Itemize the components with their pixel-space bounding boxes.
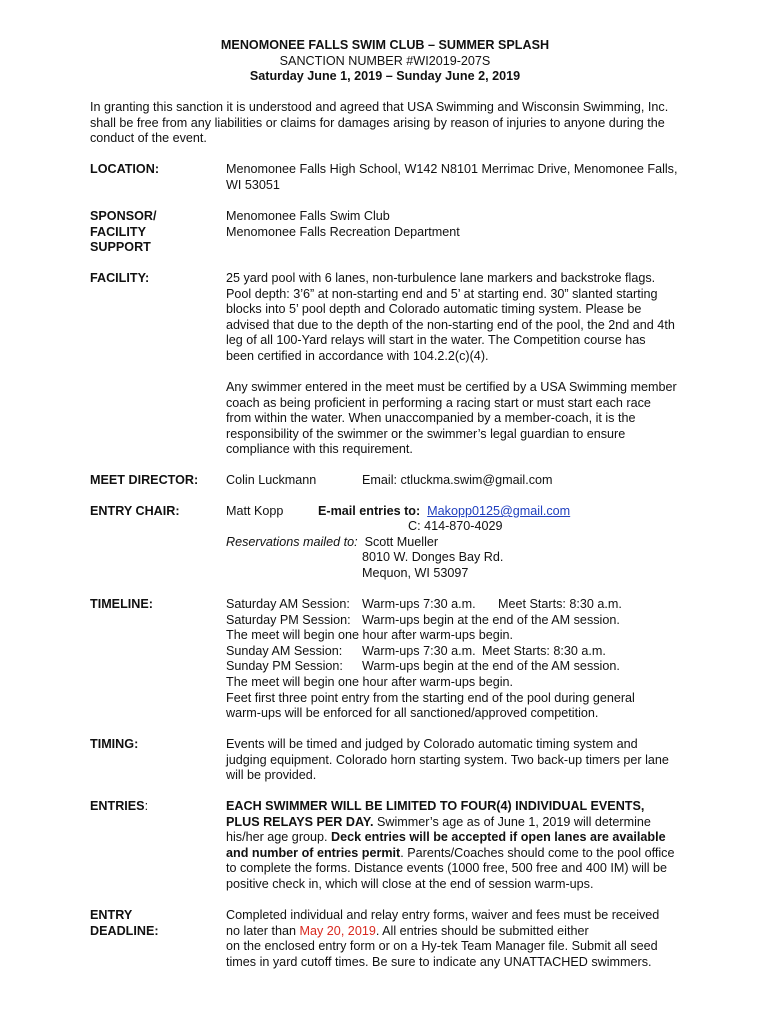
timing-label: TIMING: xyxy=(90,737,139,751)
intro-line: conduct of the event. xyxy=(90,131,207,146)
location-line: Menomonee Falls High School, W142 N8101 Merrimac Drive, Menomonee Falls, xyxy=(226,162,678,176)
deadline-body xyxy=(226,908,686,970)
address-street: 8010 W. Donges Bay Rd. xyxy=(362,550,504,564)
intro-paragraph xyxy=(90,100,690,147)
entry-email-label: E-mail entries to: xyxy=(318,504,421,518)
entries-label xyxy=(90,799,220,815)
entry-chair-label: ENTRY CHAIR: xyxy=(90,504,180,518)
timeline-feet-first: Feet first three point entry from the starting end of the pool during general xyxy=(226,690,635,705)
deadline-label xyxy=(90,908,220,939)
meet-director-name: Colin Luckmann xyxy=(226,473,317,487)
entries-line: to complete the forms. Distance events (1000 free, 500 free and 400 IM) will be xyxy=(226,861,668,876)
facility-line: 25 yard pool with 6 lanes, non-turbulence lane markers and backstroke flags. xyxy=(226,271,656,285)
entries-line xyxy=(226,830,686,846)
location-value xyxy=(226,162,686,193)
facility-paragraph-1 xyxy=(226,271,686,365)
entries-label-text: ENTRIES xyxy=(90,799,145,813)
facility-label: FACILITY: xyxy=(90,271,150,285)
intro-line: shall be free from any liabilities or claims for damages arising by reason of injuries to anyone during the xyxy=(90,115,665,130)
meet-director-label: MEET DIRECTOR: xyxy=(90,473,199,487)
entries-text: Swimmer’s age as of June 1, 2019 will determine xyxy=(373,814,651,829)
entry-email-link[interactable]: Makopp0125@gmail.com xyxy=(427,504,571,518)
entry-chair-cell: C: 414-870-4029 xyxy=(408,519,503,533)
entries-bold: Deck entries will be accepted if open lanes are available xyxy=(331,830,666,845)
reservations-label: Reservations mailed to: xyxy=(226,535,358,549)
entry-email-row xyxy=(318,504,678,520)
reservations-row xyxy=(226,535,686,551)
sponsor-label-line: FACILITY xyxy=(90,224,146,239)
intro-line: In granting this sanction it is understood and agreed that USA Swimming and Wisconsin Swimming, Inc. xyxy=(90,100,669,114)
entries-label-colon: : xyxy=(144,799,149,813)
deadline-label-line: DEADLINE: xyxy=(90,923,159,938)
entries-line xyxy=(226,815,686,831)
start-time: Meet Starts: 8:30 a.m. xyxy=(482,643,606,658)
entries-bold: and number of entries permit xyxy=(226,845,401,860)
entries-body xyxy=(226,799,686,893)
warmup-time: Warm-ups 7:30 a.m. xyxy=(362,597,476,611)
address-city: Mequon, WI 53097 xyxy=(362,566,469,580)
session-name: Sunday PM Session: xyxy=(226,659,343,674)
facility-paragraph-2 xyxy=(226,380,686,458)
meet-director-email: Email: ctluckma.swim@gmail.com xyxy=(362,473,553,487)
warmup-time: Warm-ups begin at the end of the AM session. xyxy=(362,659,620,674)
facility-line: blocks into 5’ pool depth and Colorado automatic timing system. Please be xyxy=(226,302,642,317)
sponsor-label xyxy=(90,209,220,256)
deadline-text: no later than xyxy=(226,923,300,938)
location-line: WI 53051 xyxy=(226,177,280,192)
sponsor-line: Menomonee Falls Swim Club xyxy=(226,209,390,223)
facility-line: been certified in accordance with 104.2.2(c)(4). xyxy=(226,348,489,363)
timing-line: will be provided. xyxy=(226,768,317,783)
deadline-label-line: ENTRY xyxy=(90,908,133,922)
timeline-feet-first: warm-ups will be enforced for all sanctioned/approved competition. xyxy=(226,706,599,721)
facility-line: leg of all 100-Yard relays will start in the water. The Competition course has xyxy=(226,333,646,348)
location-label: LOCATION: xyxy=(90,162,160,176)
entries-line: positive check in, which will close at the end of session warm-ups. xyxy=(226,876,594,891)
start-time: Meet Starts: 8:30 a.m. xyxy=(498,597,622,611)
sponsor-label-line: SPONSOR/ xyxy=(90,209,157,223)
timeline-sat-pm xyxy=(226,613,686,629)
facility-line: from within the water. When unaccompanied by a member-coach, it is the xyxy=(226,411,636,426)
timing-body xyxy=(226,737,686,784)
deadline-line: times in yard cutoff times. Be sure to indicate any UNATTACHED swimmers. xyxy=(226,954,652,969)
entries-text: his/her age group. xyxy=(226,830,332,845)
timeline-note: The meet will begin one hour after warm-ups begin. xyxy=(226,628,514,643)
sponsor-line: Menomonee Falls Recreation Department xyxy=(226,224,460,239)
deadline-line: on the enclosed entry form or on a Hy-tek Team Manager file. Submit all seed xyxy=(226,939,658,954)
warmup-time: Warm-ups begin at the end of the AM session. xyxy=(362,612,620,627)
facility-line: Pool depth: 3’6” at non-starting end and 5’ at starting end. 30” slanted starting xyxy=(226,286,658,301)
facility-line: coach as being proficient in performing a racing start or must start each race xyxy=(226,395,651,410)
entries-line: EACH SWIMMER WILL BE LIMITED TO FOUR(4) INDIVIDUAL EVENTS, xyxy=(226,799,645,813)
sponsor-value xyxy=(226,209,686,240)
entries-bold: PLUS RELAYS PER DAY. xyxy=(226,814,374,829)
meet-title: MENOMONEE FALLS SWIM CLUB – SUMMER SPLASH xyxy=(220,38,550,52)
timeline-sun-pm xyxy=(226,659,686,675)
sponsor-label-line: SUPPORT xyxy=(90,240,151,255)
session-name: Saturday PM Session: xyxy=(226,612,351,627)
deadline-date: May 20, 2019 xyxy=(299,923,376,938)
sanction-number: SANCTION NUMBER #WI2019-207S xyxy=(279,54,491,68)
facility-line: Any swimmer entered in the meet must be certified by a USA Swimming member xyxy=(226,380,677,394)
entry-chair-name: Matt Kopp xyxy=(226,504,284,518)
deadline-line: Completed individual and relay entry forms, waiver and fees must be received xyxy=(226,908,660,922)
address-name: Scott Mueller xyxy=(364,535,439,549)
timeline-body xyxy=(226,597,686,722)
deadline-text: . All entries should be submitted either xyxy=(375,923,589,938)
session-name: Sunday AM Session: xyxy=(226,643,343,658)
timeline-note: The meet will begin one hour after warm-ups begin. xyxy=(226,674,514,689)
timeline-sat-am xyxy=(226,597,686,613)
entries-text: . Parents/Coaches should come to the pool office xyxy=(400,845,675,860)
warmup-time: Warm-ups 7:30 a.m. xyxy=(362,643,476,658)
deadline-line xyxy=(226,924,686,940)
facility-line: responsibility of the swimmer or the swimmer’s legal guardian to ensure xyxy=(226,426,626,441)
timing-line: judging equipment. Colorado horn starting system. Two back-up timers per lane xyxy=(226,752,669,767)
facility-line: compliance with this requirement. xyxy=(226,442,413,457)
timeline-label: TIMELINE: xyxy=(90,597,153,611)
meet-dates: Saturday June 1, 2019 – Sunday June 2, 2019 xyxy=(249,69,521,83)
timeline-sun-am xyxy=(226,644,686,660)
facility-line: advised that due to the depth of the non-starting end of the pool, the 2nd and 4th xyxy=(226,317,675,332)
timing-line: Events will be timed and judged by Colorado automatic timing system and xyxy=(226,737,638,751)
entries-line xyxy=(226,846,686,862)
session-name: Saturday AM Session: xyxy=(226,597,350,611)
